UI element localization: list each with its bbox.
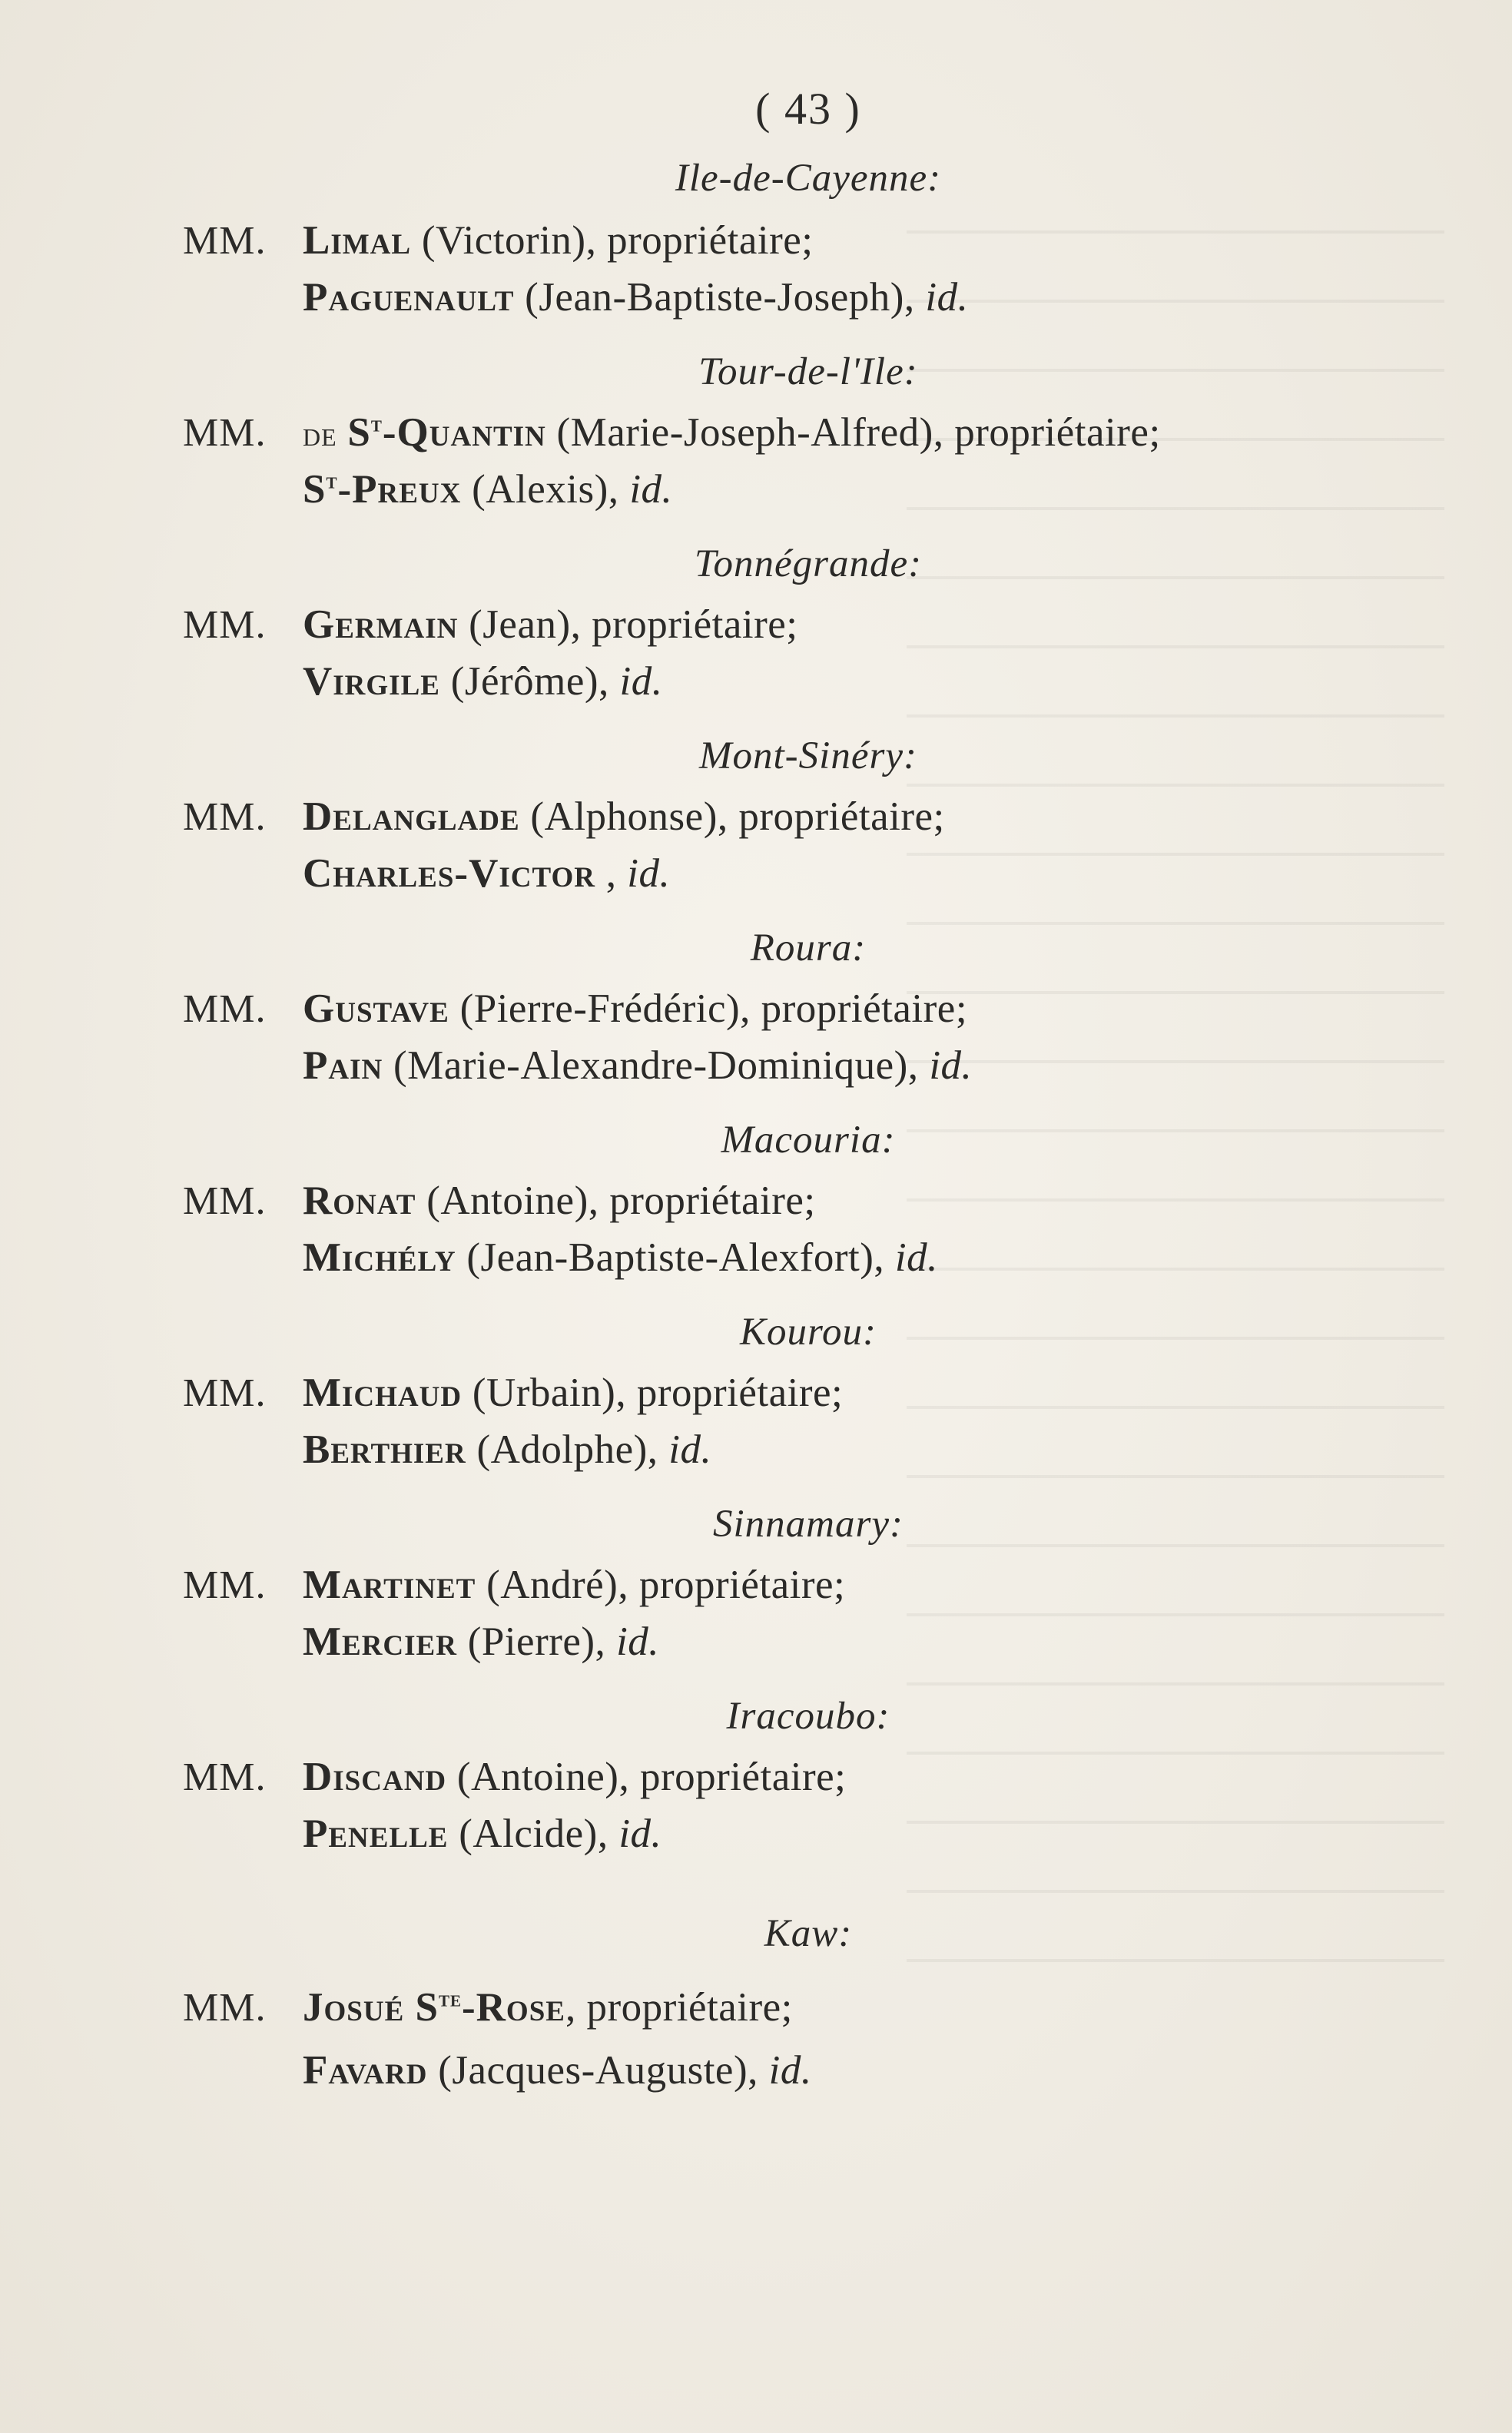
mm-prefix: MM. [183, 795, 267, 839]
section-heading: Kaw: [764, 1912, 853, 1955]
surname: Delanglade [303, 794, 520, 839]
section-heading: Iracoubo: [726, 1695, 890, 1738]
entry-detail: (Adolphe), [476, 1427, 658, 1472]
mm-prefix: MM. [183, 1179, 267, 1223]
surname: Limal [303, 218, 412, 263]
entry-detail: (Pierre), [467, 1619, 606, 1664]
entry-line [183, 466, 672, 512]
entry-line [183, 2047, 812, 2093]
section-heading: Kourou: [740, 1311, 877, 1354]
mm-prefix: MM. [183, 1371, 267, 1415]
entry-line [183, 274, 968, 320]
bleed-through-texture [907, 184, 1444, 2028]
surname: Gustave [303, 986, 449, 1031]
entry-detail: (Jean), propriétaire; [469, 602, 798, 647]
id-abbrev: id. [894, 1235, 938, 1280]
id-abbrev: id. [619, 659, 663, 704]
entry-detail: (Jacques-Auguste), [438, 2048, 758, 2093]
entry-line [183, 409, 1161, 456]
entry-detail: (Alphonse), propriétaire; [530, 794, 945, 839]
entry-detail: (Jean-Baptiste-Joseph), [525, 275, 915, 320]
surname: Michaud [303, 1371, 463, 1415]
entry-detail: (Victorin), propriétaire; [421, 218, 814, 263]
entry-detail: (Marie-Joseph-Alfred), propriétaire; [556, 410, 1161, 455]
entry-detail: (André), propriétaire; [486, 1563, 846, 1607]
entry-line [183, 1562, 845, 1608]
entry-line [183, 1619, 659, 1665]
mm-prefix: MM. [183, 411, 267, 455]
entry-detail: (Jérôme), [450, 659, 609, 704]
mm-prefix: MM. [183, 987, 267, 1031]
surname: Paguenault [303, 275, 515, 320]
section-heading: Sinnamary: [713, 1503, 904, 1546]
surname: Pain [303, 1043, 383, 1088]
mm-prefix: MM. [183, 1755, 267, 1799]
surname: $S^t$-Quantin [347, 410, 546, 455]
id-abbrev: id. [618, 1811, 662, 1856]
entry-line [183, 1811, 662, 1857]
section-heading: Roura: [750, 926, 867, 970]
surname: Penelle [303, 1811, 449, 1856]
name-particle: de [303, 414, 337, 453]
entry-line [183, 1235, 938, 1281]
id-abbrev: id. [668, 1427, 712, 1472]
section-heading: Tour-de-l'Ile: [698, 350, 918, 393]
entry-detail: (Jean-Baptiste-Alexfort), [466, 1235, 885, 1280]
entry-line [183, 1427, 711, 1473]
mm-prefix: MM. [183, 219, 267, 263]
surname: $S^t$-Preux [303, 467, 462, 512]
page-number: ( 43 ) [755, 84, 861, 134]
entry-line [183, 658, 663, 704]
surname: Ronat [303, 1178, 416, 1223]
surname: Charles-Victor [303, 851, 595, 896]
section-heading: Tonnégrande: [694, 542, 923, 585]
entry-detail: , propriétaire; [565, 1985, 793, 2030]
mm-prefix: MM. [183, 1986, 267, 2030]
entry-detail: , [605, 851, 617, 896]
entry-line [183, 794, 945, 840]
section-heading: Mont-Sinéry: [699, 734, 917, 777]
entry-detail: (Alexis), [472, 467, 619, 512]
id-abbrev: id. [929, 1043, 973, 1088]
entry-line [183, 1754, 846, 1800]
entry-detail: (Alcide), [459, 1811, 608, 1856]
surname: Josué $S^{te}$-Rose [303, 1985, 565, 2030]
section-heading: Ile-de-Cayenne: [675, 157, 942, 200]
id-abbrev: id. [629, 467, 673, 512]
section-heading: Macouria: [721, 1119, 896, 1162]
entry-line [183, 850, 670, 897]
mm-prefix: MM. [183, 603, 267, 647]
entry-detail: (Antoine), propriétaire; [456, 1755, 847, 1799]
entry-line [183, 1042, 972, 1089]
id-abbrev: id. [616, 1619, 660, 1664]
entry-detail: (Antoine), propriétaire; [426, 1178, 816, 1223]
surname: Virgile [303, 659, 440, 704]
entry-line [183, 986, 967, 1032]
surname: Discand [303, 1755, 447, 1799]
surname: Germain [303, 602, 459, 647]
mm-prefix: MM. [183, 1563, 267, 1607]
entry-line [183, 217, 814, 264]
id-abbrev: id. [627, 851, 671, 896]
entry-line [183, 1178, 816, 1224]
id-abbrev: id. [925, 275, 969, 320]
entry-line [183, 1370, 843, 1416]
surname: Berthier [303, 1427, 466, 1472]
entry-detail: (Marie-Alexandre-Dominique), [393, 1043, 919, 1088]
entry-line [183, 1984, 793, 2030]
surname: Martinet [303, 1563, 476, 1607]
surname: Mercier [303, 1619, 457, 1664]
entry-detail: (Pierre-Frédéric), propriétaire; [459, 986, 968, 1031]
surname: Michély [303, 1235, 456, 1280]
surname: Favard [303, 2048, 428, 2093]
entry-line [183, 602, 798, 648]
entry-detail: (Urbain), propriétaire; [472, 1371, 844, 1415]
id-abbrev: id. [768, 2048, 812, 2093]
